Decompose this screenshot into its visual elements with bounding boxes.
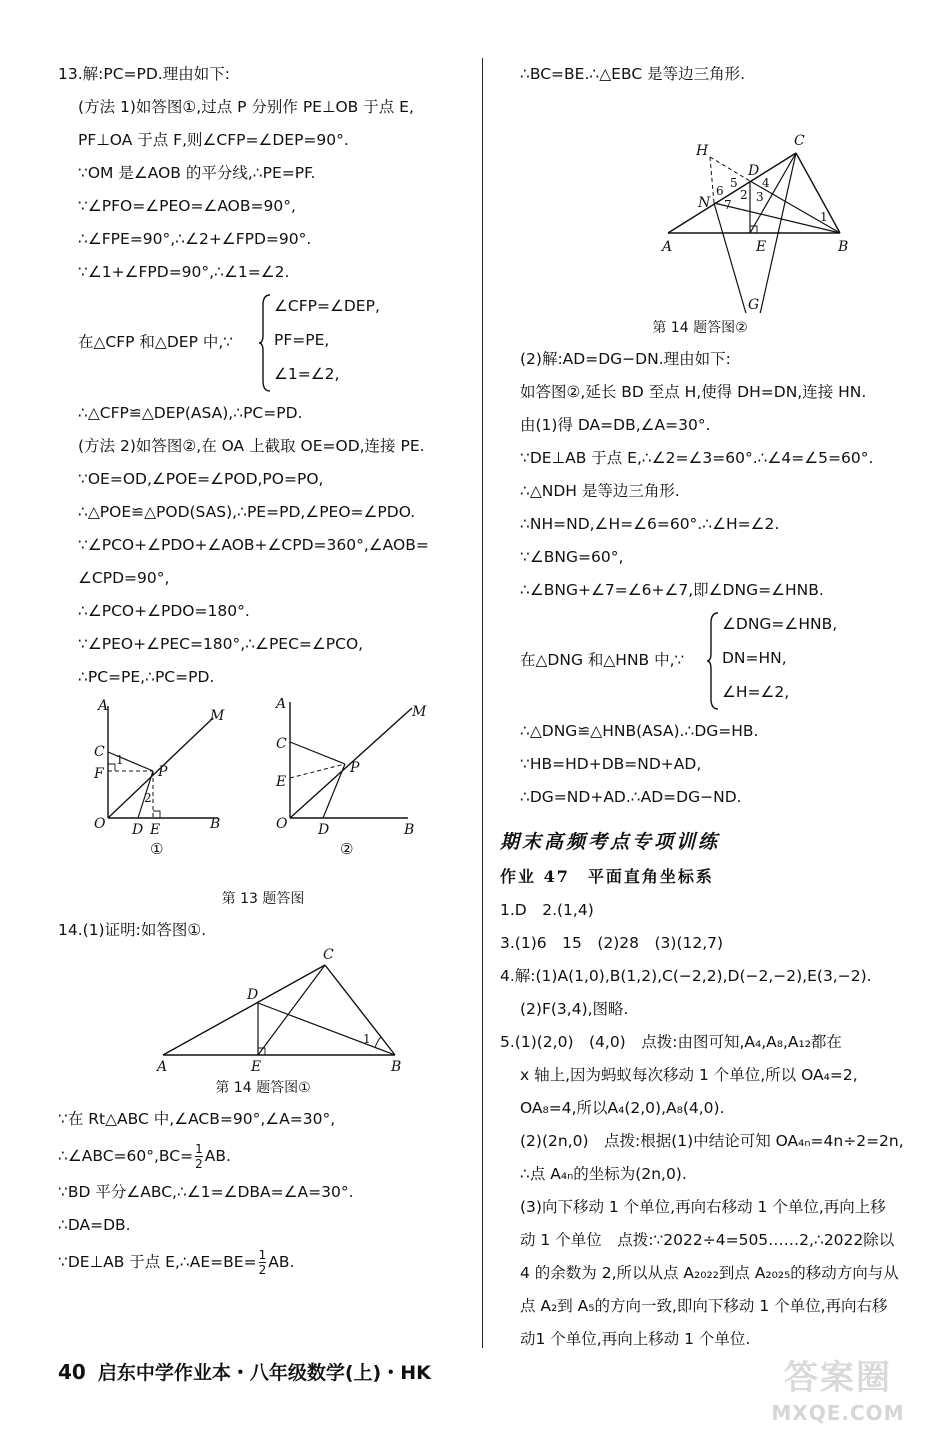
fig14a-label-1: 1	[363, 1032, 371, 1046]
fig14b-label-H: H	[696, 143, 709, 159]
fig14a-label-E: E	[251, 1059, 262, 1073]
q13-line-16: ∴PC=PE,∴PC=PD.	[78, 668, 215, 686]
section-title: 期末高频考点专项训练	[500, 831, 721, 853]
page-number: 40	[58, 1360, 86, 1384]
fig13b-label-O: O	[276, 816, 288, 832]
q13-line-14: ∴∠PCO+∠PDO=180°.	[78, 602, 250, 620]
fig14b-label-4: 4	[762, 176, 770, 190]
q13-line-8: ∴△CFP≌△DEP(ASA),∴PC=PD.	[78, 404, 303, 422]
fig14b-label-N: N	[698, 195, 711, 211]
fig14b-label-E: E	[756, 239, 767, 255]
book-title: 启东中学作业本・八年级数学(上)・HK	[97, 1362, 431, 1384]
figure-14-2	[550, 95, 850, 313]
answer-line-7: OA₈=4,所以A₄(2,0),A₈(4,0).	[520, 1099, 725, 1117]
q13-system-line-2: PF=PE,	[274, 331, 330, 349]
right-column	[500, 58, 904, 1356]
fig14a-label-D: D	[247, 987, 259, 1003]
figure-13	[58, 694, 468, 884]
figure-13-num-2: ②	[340, 840, 354, 858]
q14-line-5	[58, 1242, 468, 1282]
watermark-bottom: MXQE.COM	[771, 1401, 905, 1425]
answer-line-10: (3)向下移动 1 个单位,再向右移动 1 个单位,再向上移	[520, 1198, 886, 1216]
answer-line-11: 动 1 个单位 点拨:∵2022÷4=505……2,∴2022除以	[520, 1231, 895, 1249]
fraction-num-1: 1	[195, 1142, 203, 1156]
fig13a-label-D: D	[132, 822, 144, 838]
q14-system-line-1: ∠DNG=∠HNB,	[722, 615, 838, 633]
fig14b-label-3: 3	[756, 190, 764, 204]
fig13b-label-E: E	[276, 774, 287, 790]
q13-line-11: ∴△POE≌△POD(SAS),∴PE=PD,∠PEO=∠PDO.	[78, 503, 416, 521]
fraction-half-1	[195, 1142, 203, 1171]
fig14b-label-C: C	[794, 133, 805, 149]
q13-line-12: ∵∠PCO+∠PDO+∠AOB+∠CPD=360°,∠AOB=	[78, 536, 429, 554]
watermark-top: 答案圈	[784, 1358, 892, 1398]
q13-line-2: (方法 1)如答图①,过点 P 分别作 PE⊥OB 于点 E,	[78, 98, 414, 116]
q13-system-lines	[274, 289, 380, 391]
fig13a-label-E: E	[150, 822, 161, 838]
fig13b-label-P: P	[350, 760, 360, 776]
answer-line-1: 1.D 2.(1,4)	[500, 901, 594, 919]
q13-line-15: ∵∠PEO+∠PEC=180°,∴∠PEC=∠PCO,	[78, 635, 364, 653]
q14-right-line-2: (2)解:AD=DG−DN.理由如下:	[520, 350, 731, 368]
fig14b-label-D: D	[748, 163, 760, 179]
q14-right-line-7: ∴NH=ND,∠H=∠6=60°.∴∠H=∠2.	[520, 515, 780, 533]
answer-line-3: 4.解:(1)A(1,0),B(1,2),C(−2,2),D(−2,−2),E(3,−2).	[500, 967, 872, 985]
q14-right-line-9: ∴∠BNG+∠7=∠6+∠7,即∠DNG=∠HNB.	[520, 581, 824, 599]
fig13a-label-F: F	[94, 766, 104, 782]
answer-line-8: (2)(2n,0) 点拨:根据(1)中结论可知 OA₄ₙ=4n÷2=2n,	[520, 1132, 904, 1150]
q14-line-1: ∵在 Rt△ABC 中,∠ACB=90°,∠A=30°,	[58, 1110, 336, 1128]
fraction-var-1: AB.	[204, 1147, 231, 1165]
answer-line-6: x 轴上,因为蚂蚁每次移动 1 个单位,所以 OA₄=2,	[520, 1066, 858, 1084]
answer-line-4: (2)F(3,4),图略.	[520, 1000, 629, 1018]
figure-13-num-1: ①	[150, 840, 164, 858]
brace-icon	[706, 611, 720, 711]
fig14b-label-2: 2	[740, 188, 748, 202]
fig14b-label-B: B	[838, 239, 849, 255]
figure-13-1	[93, 698, 225, 838]
fig13b-label-D: D	[318, 822, 330, 838]
q13-system-line-3: ∠1=∠2,	[274, 365, 340, 383]
fig13a-label-A: A	[98, 698, 109, 714]
q14-system-line-2: DN=HN,	[722, 649, 787, 667]
q14-system-label: 在△DNG 和△HNB 中,∵	[520, 651, 685, 669]
q14-right-line-6: ∴△NDH 是等边三角形.	[520, 482, 680, 500]
q14-right-line-11: ∵HB=HD+DB=ND+AD,	[520, 755, 702, 773]
fig13a-label-P: P	[158, 764, 168, 780]
q13-line-7: ∵∠1+∠FPD=90°,∴∠1=∠2.	[78, 263, 290, 281]
fig14a-label-B: B	[391, 1059, 402, 1073]
fig13b-label-M: M	[412, 704, 427, 720]
answer-line-5: 5.(1)(2,0) (4,0) 点拨:由图可知,A₄,A₈,A₁₂都在	[500, 1033, 842, 1051]
fraction-half-2	[259, 1248, 267, 1277]
fig13a-label-1: 1	[116, 753, 124, 767]
figure-14-1-caption: 第 14 题答图①	[215, 1080, 311, 1096]
q14-right-line-1: ∴BC=BE.∴△EBC 是等边三角形.	[520, 65, 746, 83]
fig13a-label-2: 2	[144, 791, 152, 805]
column-divider	[482, 58, 483, 1348]
q13-line-10: ∵OE=OD,∠POE=∠POD,PO=PO,	[78, 470, 324, 488]
fig13a-label-O: O	[94, 816, 106, 832]
q14-system	[500, 607, 900, 715]
answer-line-14: 动1 个单位,再向上移动 1 个单位.	[520, 1330, 751, 1348]
fig14b-label-A: A	[662, 239, 673, 255]
figure-13-diagram	[58, 698, 468, 858]
q14-line-2	[58, 1136, 468, 1176]
fig13a-label-M: M	[210, 708, 225, 724]
answer-line-13: 点 A₂到 A₅的方向一致,即向下移动 1 个单位,再向右移	[520, 1297, 888, 1315]
fraction-var-2: AB.	[268, 1253, 295, 1271]
q13-line-3: PF⊥OA 于点 F,则∠CFP=∠DEP=90°.	[78, 131, 349, 149]
left-column	[58, 58, 468, 1282]
q14-line-2-text: ∴∠ABC=60°,BC=	[58, 1147, 194, 1165]
fig14b-label-1: 1	[820, 210, 828, 224]
q13-system	[58, 289, 468, 397]
fraction-den-1: 2	[195, 1157, 203, 1171]
figure-13-caption: 第 13 题答图	[221, 891, 305, 907]
q14-system-line-3: ∠H=∠2,	[722, 683, 790, 701]
fig14a-label-C: C	[323, 947, 334, 963]
q14-right-line-3: 如答图②,延长 BD 至点 H,使得 DH=DN,连接 HN.	[520, 383, 867, 401]
brace-icon	[258, 293, 272, 393]
figure-14-2-caption: 第 14 题答图②	[652, 320, 748, 336]
fig14b-label-G: G	[748, 297, 760, 313]
fig13a-label-B: B	[210, 816, 221, 832]
fig14b-label-6: 6	[716, 184, 724, 198]
q14-line-4: ∴DA=DB.	[58, 1216, 131, 1234]
q14-right-line-4: 由(1)得 DA=DB,∠A=30°.	[520, 416, 711, 434]
q13-system-line-1: ∠CFP=∠DEP,	[274, 297, 380, 315]
q13-line-13: ∠CPD=90°,	[78, 569, 170, 587]
q14-line-5-text: ∵DE⊥AB 于点 E,∴AE=BE=	[58, 1253, 257, 1271]
fig14a-label-A: A	[157, 1059, 168, 1073]
q13-line-4: ∵OM 是∠AOB 的平分线,∴PE=PF.	[78, 164, 316, 182]
q14-right-line-5: ∵DE⊥AB 于点 E,∴∠2=∠3=60°.∴∠4=∠5=60°.	[520, 449, 874, 467]
figure-13-2	[274, 698, 427, 838]
fig13b-label-A: A	[276, 698, 287, 712]
q13-system-label: 在△CFP 和△DEP 中,∵	[78, 333, 234, 351]
fig14b-label-5: 5	[730, 176, 738, 190]
figure-14-1	[113, 947, 413, 1073]
answer-line-12: 4 的余数为 2,所以从点 A₂₀₂₂到点 A₂₀₂₅的移动方向与从	[520, 1264, 899, 1282]
q14-system-lines	[722, 607, 837, 709]
q14-intro: 14.(1)证明:如答图①.	[58, 921, 207, 939]
fig14b-label-7: 7	[724, 198, 732, 212]
q13-line-9: (方法 2)如答图②,在 OA 上截取 OE=OD,连接 PE.	[78, 437, 425, 455]
fig13a-label-C: C	[94, 744, 105, 760]
watermark-logo	[758, 1356, 918, 1434]
q13-line-5: ∵∠PFO=∠PEO=∠AOB=90°,	[78, 197, 296, 215]
q13-line-1: 13.解:PC=PD.理由如下:	[58, 65, 230, 83]
answer-line-2: 3.(1)6 15 (2)28 (3)(12,7)	[500, 934, 724, 952]
q14-line-3: ∵BD 平分∠ABC,∴∠1=∠DBA=∠A=30°.	[58, 1183, 354, 1201]
assignment-title: 作业 47 平面直角坐标系	[500, 867, 714, 886]
q13-line-6: ∴∠FPE=90°,∴∠2+∠FPD=90°.	[78, 230, 312, 248]
q14-right-line-10: ∴△DNG≌△HNB(ASA).∴DG=HB.	[520, 722, 759, 740]
fig13b-label-C: C	[276, 736, 287, 752]
page-footer	[58, 1358, 431, 1385]
q14-right-line-12: ∴DG=ND+AD.∴AD=DG−ND.	[520, 788, 742, 806]
fig13b-label-B: B	[404, 822, 415, 838]
q14-right-line-8: ∵∠BNG=60°,	[520, 548, 624, 566]
answer-line-9: ∴点 A₄ₙ的坐标为(2n,0).	[520, 1165, 687, 1183]
fraction-den-2: 2	[258, 1263, 267, 1277]
fraction-num-2: 1	[258, 1248, 267, 1262]
